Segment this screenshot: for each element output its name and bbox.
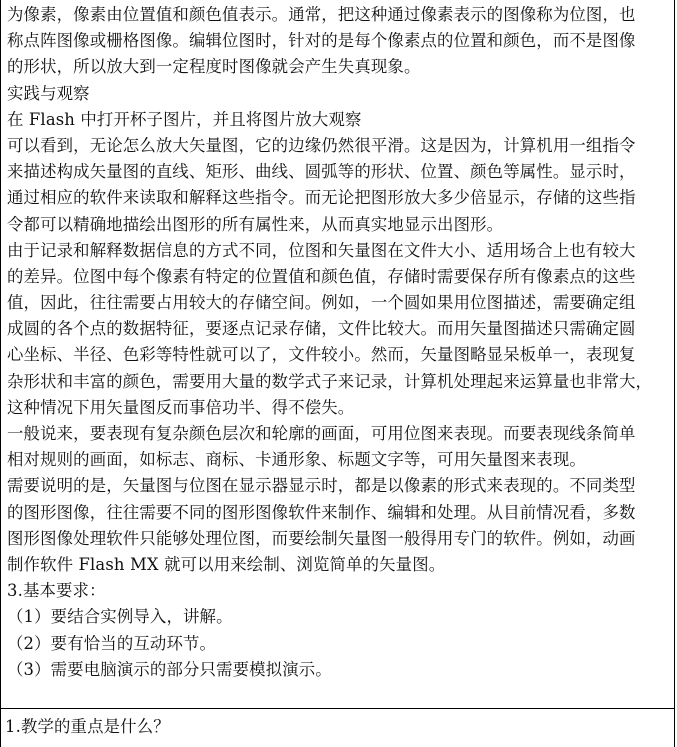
section-heading: 实践与观察 [7, 83, 90, 103]
text-line: 需要说明的是，矢量图与位图在显示器显示时，都是以像素的形式来表现的。不同类型 [7, 476, 636, 496]
question-cell [1, 708, 674, 747]
text-line: 通过相应的软件来读取和解释这些指令。而无论把图形放大多少倍显示，存储的这些指 [7, 188, 636, 208]
requirement-item: （3）需要电脑演示的部分只需要模拟演示。 [7, 659, 332, 679]
text-line: 的形状，所以放大到一定程度时图像就会产生失真现象。 [7, 57, 421, 77]
requirement-item: （1）要结合实例导入，讲解。 [7, 607, 233, 627]
text-line: 令都可以精确地描绘出图形的所有属性来，从而真实地显示出图形。 [7, 214, 504, 234]
text-line: 由于记录和解释数据信息的方式不同，位图和矢量图在文件大小、适用场合上也有较大 [7, 240, 636, 260]
text-line: 来描述构成矢量图的直线、矩形、曲线、圆弧等的形状、位置、颜色等属性。显示时， [7, 162, 636, 182]
text-line: 心坐标、半径、色彩等特性就可以了，文件较小。然而，矢量图略显呆板单一，表现复 [7, 345, 636, 365]
text-line: 在 Flash 中打开杯子图片，并且将图片放大观察 [7, 109, 362, 129]
text-line: 值，因此，往往需要占用较大的存储空间。例如，一个圆如果用位图描述，需要确定组 [7, 293, 636, 313]
requirement-item: （2）要有恰当的互动环节。 [7, 633, 217, 653]
content-cell [1, 0, 674, 708]
requirements-heading: 3.基本要求： [7, 581, 106, 601]
text-line: 图形图像处理软件只能够处理位图，而要绘制矢量图一般得用专门的软件。例如，动画 [7, 528, 636, 548]
text-line: 杂形状和丰富的颜色，需要用大量的数学式子来记录，计算机处理起来运算量也非常大， [7, 371, 653, 391]
text-line: 相对规则的画面，如标志、商标、卡通形象、标题文字等，可用矢量图来表现。 [7, 450, 586, 470]
text-line: 的图形图像，往往需要不同的图形图像软件来制作、编辑和处理。从目前情况看，多数 [7, 502, 636, 522]
text-line: 一般说来，要表现有复杂颜色层次和轮廓的画面，可用位图来表现。而要表现线条简单 [7, 424, 636, 443]
text-line: 制作软件 Flash MX 就可以用来绘制、浏览简单的矢量图。 [7, 554, 446, 574]
text-line: 这种情况下用矢量图反而事倍功半、得不偿失。 [7, 397, 355, 417]
question-text: 1.教学的重点是什么？ [5, 717, 170, 736]
text-line: 的差异。位图中每个像素有特定的位置值和颜色值，存储时需要保存所有像素点的这些 [7, 266, 636, 286]
text-line: 为像素，像素由位置值和颜色值表示。通常，把这种通过像素表示的图像称为位图，也 [7, 5, 636, 24]
text-line: 成圆的各个点的数据特征，要逐点记录存储，文件比较大。而用矢量图描述只需确定圆 [7, 319, 636, 339]
text-line: 称点阵图像或栅格图像。编辑位图时，针对的是每个像素点的位置和颜色，而不是图像 [7, 31, 636, 51]
text-line: 可以看到，无论怎么放大矢量图，它的边缘仍然很平滑。这是因为，计算机用一组指令 [7, 135, 636, 155]
